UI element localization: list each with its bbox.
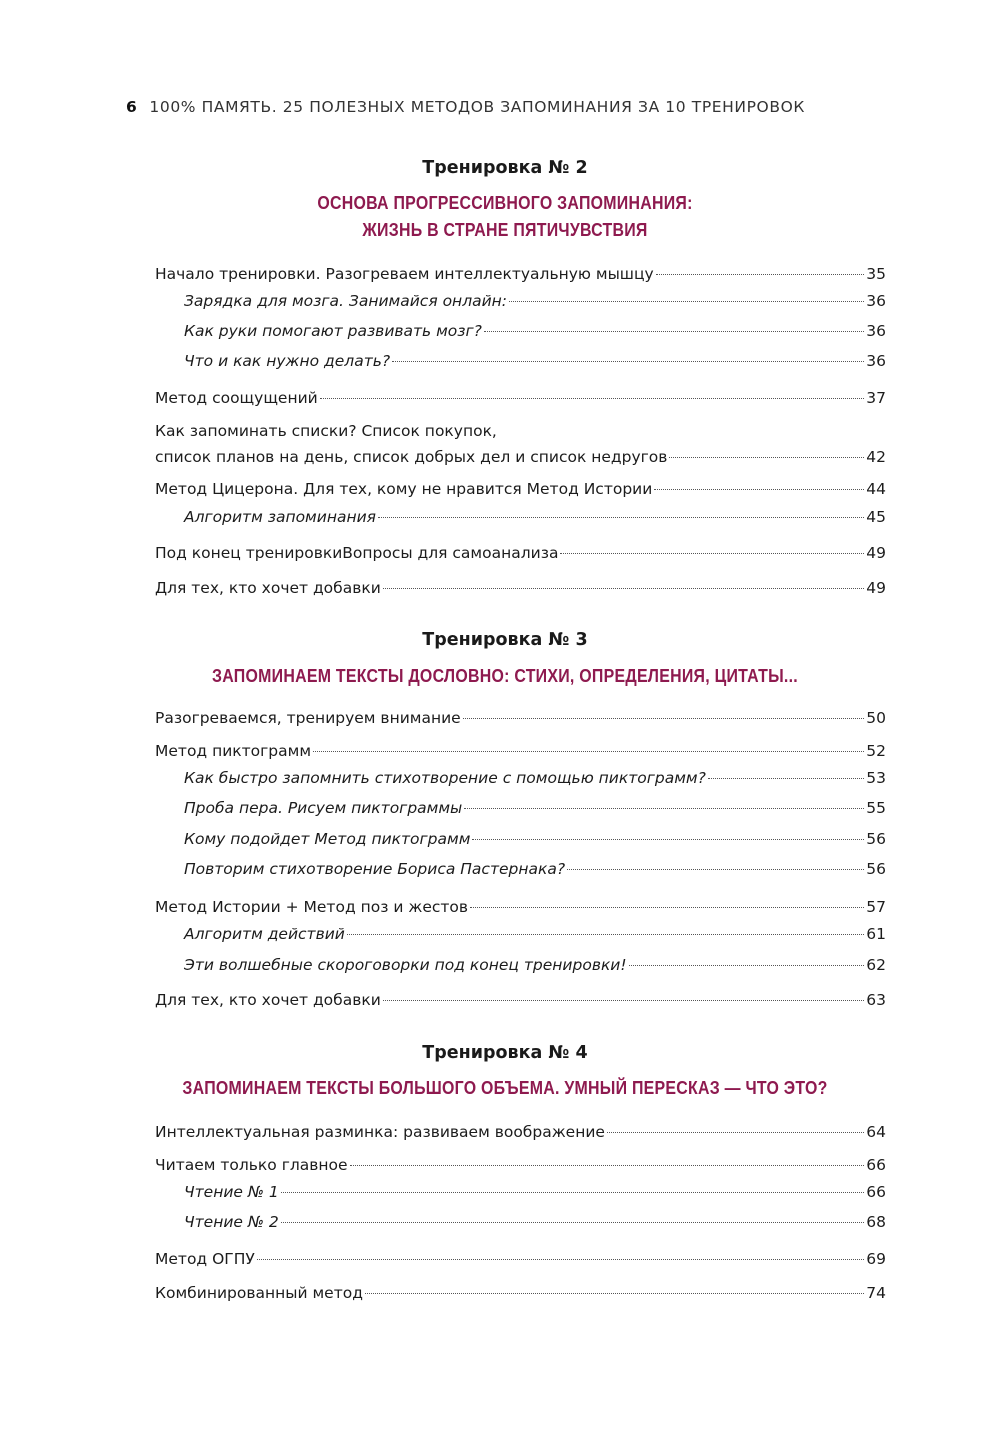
dot-leader [656,274,865,275]
toc-page-number: 37 [866,389,886,407]
toc-page-number: 61 [866,925,886,943]
toc-entry-text: Алгоритм действий [184,925,345,943]
toc-entry-text: Чтение № 1 [184,1183,279,1201]
dot-leader [463,718,865,719]
toc-page-number: 53 [866,769,886,787]
dot-leader [383,588,864,589]
toc-entry-text: Разогреваемся, тренируем внимание [155,709,461,727]
toc-entry[interactable] [155,261,886,287]
toc-page-number: 50 [866,709,886,727]
section-title: Тренировка № 3 [422,630,588,650]
section-subtitle: ЗАПОМИНАЕМ ТЕКСТЫ БОЛЬШОГО ОБЪЕМА. УМНЫЙ ПЕРЕСКАЗ — ЧТО ЭТО? [182,1077,828,1098]
toc-entry-text: Что и как нужно делать? [184,352,391,370]
section-subtitle: ЖИЗНЬ В СТРАНЕ ПЯТИЧУВСТВИЯ [362,219,648,240]
section-title: Тренировка № 4 [422,1043,588,1063]
toc-page-number: 52 [866,742,886,760]
toc-entry-text: список планов на день, список добрых дел и список недругов [155,448,668,466]
toc-entry[interactable] [155,705,886,731]
toc-subentry[interactable] [184,504,886,530]
section-subtitle: ОСНОВА ПРОГРЕССИВНОГО ЗАПОМИНАНИЯ: [317,192,693,213]
toc-entry-text: Интеллектуальная разминка: развиваем воображение [155,1123,605,1141]
toc-subentry[interactable] [184,1209,886,1235]
toc-entry-text: Читаем только главное [155,1156,348,1174]
toc-entry[interactable] [155,894,886,920]
toc-subentry[interactable] [184,856,886,882]
section-subtitle: ЗАПОМИНАЕМ ТЕКСТЫ ДОСЛОВНО: СТИХИ, ОПРЕДЕЛЕНИЯ, ЦИТАТЫ... [212,665,798,686]
dot-leader [378,517,864,518]
toc-entry[interactable] [155,418,886,470]
dot-leader [392,361,864,362]
dot-leader [470,907,864,908]
dot-leader [365,1293,864,1294]
toc-page-number: 56 [866,860,886,878]
dot-leader [257,1259,864,1260]
dot-leader [281,1222,864,1223]
toc-page-number: 55 [866,799,886,817]
toc-page-number: 66 [866,1183,886,1201]
dot-leader [472,839,864,840]
toc-entry[interactable] [155,385,886,411]
toc-page-number: 36 [866,292,886,310]
dot-leader [708,778,864,779]
toc-entry-text: Кому подойдет Метод пиктограмм [184,830,471,848]
toc-subentry[interactable] [184,952,886,978]
toc-entry[interactable] [155,1280,886,1306]
dot-leader [509,301,864,302]
toc-entry-text: Метод пиктограмм [155,742,312,760]
toc-entry[interactable] [155,476,886,502]
toc-entry-text: Проба пера. Рисуем пиктограммы [184,799,463,817]
toc-entry-text: Метод Истории + Метод поз и жестов [155,898,469,916]
toc-page-number: 49 [866,544,886,562]
toc-page-number: 63 [866,991,886,1009]
toc-entry-text: Как быстро запомнить стихотворение с помощью пиктограмм? [184,769,706,787]
toc-page-number: 74 [866,1284,886,1302]
toc-entry-text: Для тех, кто хочет добавки [155,991,381,1009]
toc-entry[interactable] [155,1119,886,1145]
toc-entry-text: Чтение № 2 [184,1213,279,1231]
toc-subentry[interactable] [184,795,886,821]
toc-page-number: 66 [866,1156,886,1174]
toc-page-number: 45 [866,508,886,526]
toc-entry-text: Метод Цицерона. Для тех, кому не нравится Метод Истории [155,480,653,498]
toc-subentry[interactable] [184,826,886,852]
dot-leader [464,808,864,809]
dot-leader [629,965,865,966]
page-number: 6 [126,98,138,116]
dot-leader [669,457,864,458]
toc-entry[interactable] [155,1246,886,1272]
toc-subentry[interactable] [184,318,886,344]
running-head [126,98,805,116]
toc-page-number: 42 [866,448,886,466]
toc-subentry[interactable] [184,348,886,374]
toc-page-number: 35 [866,265,886,283]
toc-entry-text: Метод ОГПУ [155,1250,255,1268]
dot-leader [313,751,864,752]
toc-page-number: 36 [866,352,886,370]
toc-entry-text: Как руки помогают развивать мозг? [184,322,482,340]
toc-entry-text: Алгоритм запоминания [184,508,376,526]
toc-page-number: 57 [866,898,886,916]
toc-entry-text: Для тех, кто хочет добавки [155,579,381,597]
toc-page-number: 64 [866,1123,886,1141]
dot-leader [320,398,865,399]
toc-page-number: 36 [866,322,886,340]
toc-page-number: 49 [866,579,886,597]
toc-entry-text: Начало тренировки. Разогреваем интеллектуальную мышцу [155,265,654,283]
dot-leader [607,1132,864,1133]
toc-entry-text: Под конец тренировкиВопросы для самоанализа [155,544,559,562]
toc-entry-text: Эти волшебные скороговорки под конец тренировки! [184,956,627,974]
toc-page-number: 44 [866,480,886,498]
dot-leader [350,1165,865,1166]
toc-subentry[interactable] [184,1179,886,1205]
toc-entry[interactable] [155,540,886,566]
dot-leader [567,869,864,870]
dot-leader [560,553,864,554]
dot-leader [484,331,864,332]
toc-entry[interactable] [155,575,886,601]
toc-entry-text: Повторим стихотворение Бориса Пастернака? [184,860,566,878]
dot-leader [347,934,864,935]
toc-subentry[interactable] [184,765,886,791]
toc-page-number: 62 [866,956,886,974]
book-title: 100% ПАМЯТЬ. 25 ПОЛЕЗНЫХ МЕТОДОВ ЗАПОМИНАНИЯ ЗА 10 ТРЕНИРОВОК [149,98,805,116]
toc-entry-text: Метод соощущений [155,389,318,407]
toc-entry-text: Как запоминать списки? Список покупок, [155,422,497,440]
dot-leader [281,1192,864,1193]
toc-entry-text: Зарядка для мозга. Занимайся онлайн: [184,292,508,310]
toc-subentry[interactable] [184,288,886,314]
section-title: Тренировка № 2 [422,158,588,178]
toc-subentry[interactable] [184,921,886,947]
dot-leader [383,1000,864,1001]
toc-entry[interactable] [155,987,886,1013]
toc-entry-text: Комбинированный метод [155,1284,363,1302]
toc-entry[interactable] [155,1152,886,1178]
toc-page-number: 69 [866,1250,886,1268]
toc-page-number: 56 [866,830,886,848]
toc-page-number: 68 [866,1213,886,1231]
dot-leader [654,489,864,490]
toc-entry[interactable] [155,738,886,764]
